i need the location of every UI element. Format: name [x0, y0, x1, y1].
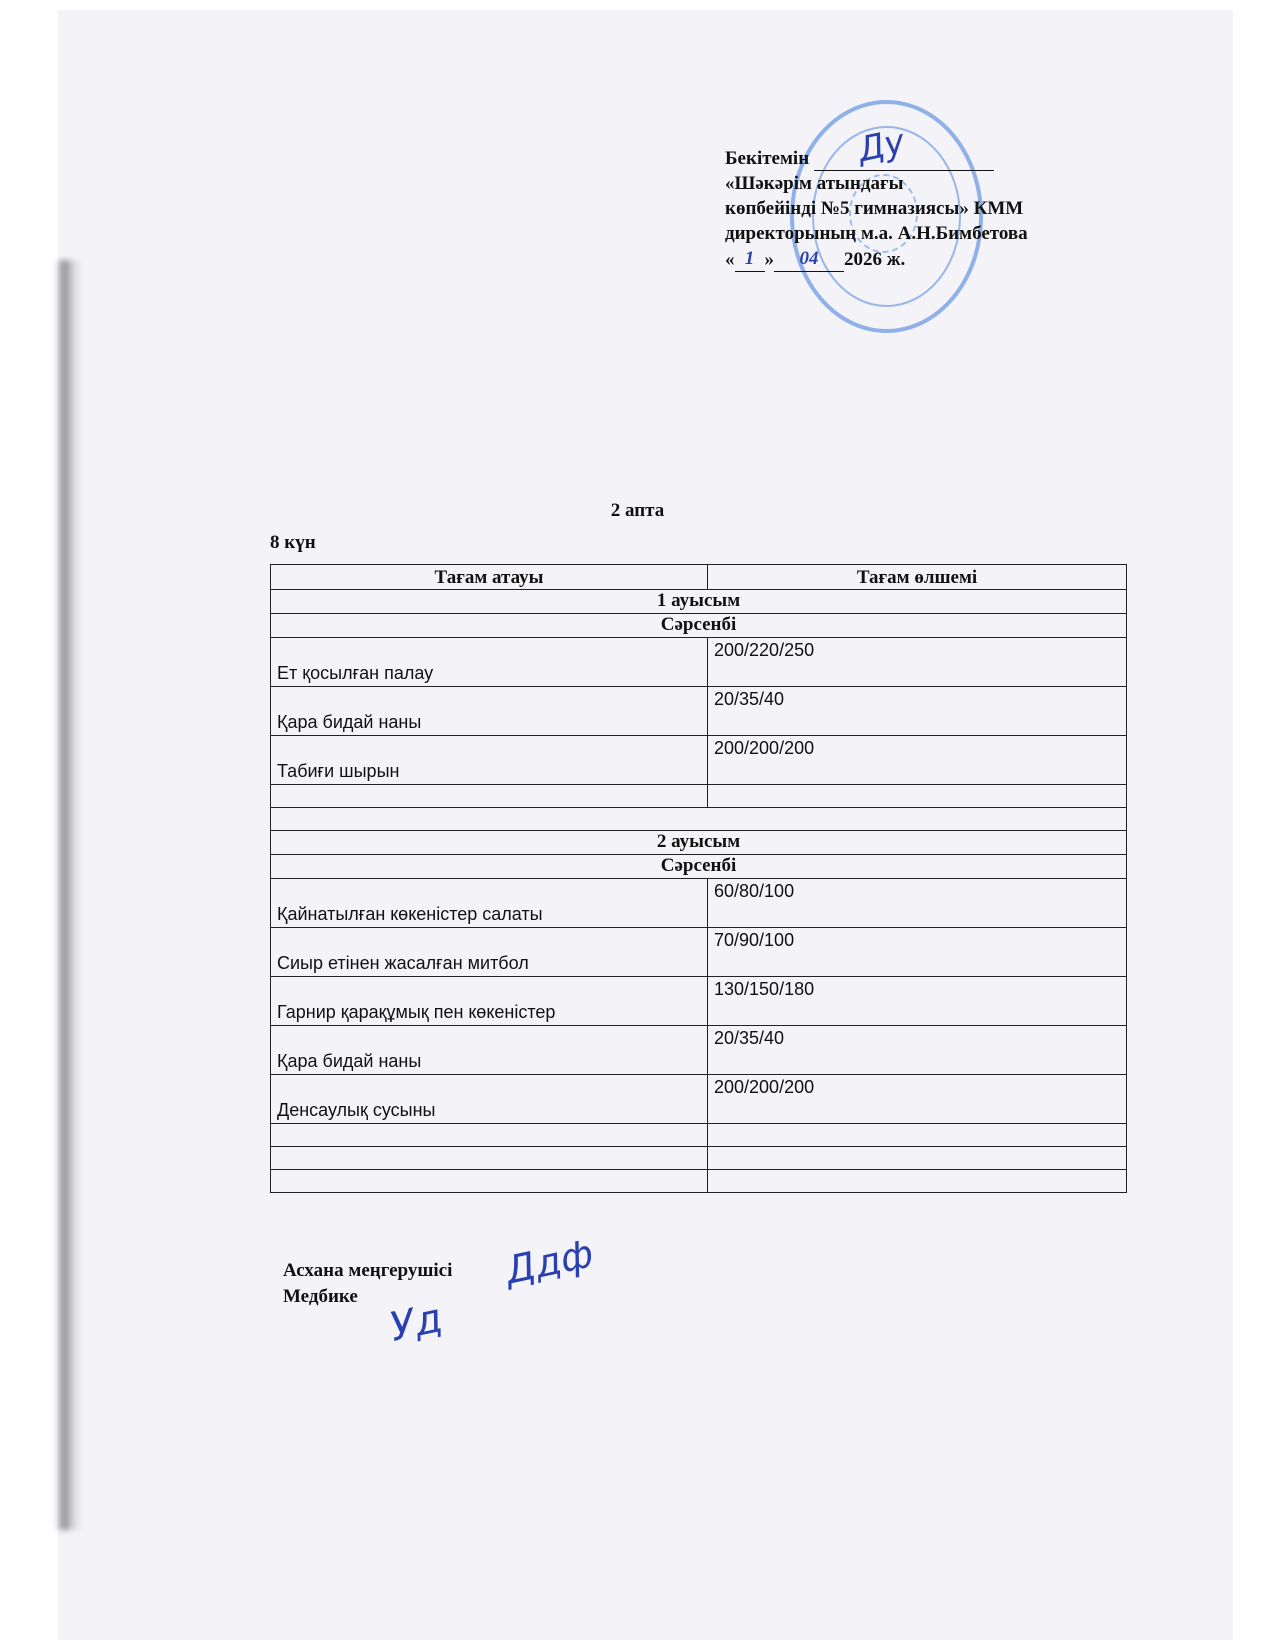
dish-name: Табиғи шырын [271, 736, 708, 785]
approval-title: Бекітемін [725, 148, 810, 169]
section-weekday-row [271, 614, 1127, 638]
approval-school-line1: «Шәкәрім атындағы [725, 173, 904, 194]
dish-size: 200/200/200 [708, 1075, 1127, 1124]
dish-name: Денсаулық сусыны [271, 1075, 708, 1124]
section-shift-row [271, 831, 1127, 855]
section-shift-row [271, 590, 1127, 614]
approval-block [725, 146, 1105, 272]
shift-label: 2 ауысым [271, 831, 1127, 855]
empty-row [271, 808, 1127, 831]
empty-row [271, 1170, 1127, 1193]
empty-row [271, 1124, 1127, 1147]
dish-size: 130/150/180 [708, 977, 1127, 1026]
table-row [271, 928, 1127, 977]
dish-name: Қара бидай наны [271, 687, 708, 736]
dish-size: 60/80/100 [708, 879, 1127, 928]
table-row [271, 1026, 1127, 1075]
canteen-head-signature: Ддф [501, 1231, 598, 1293]
dish-size: 200/200/200 [708, 736, 1127, 785]
empty-row [271, 785, 1127, 808]
header-dish-size: Тағам өлшемі [708, 565, 1127, 590]
table-row [271, 1075, 1127, 1124]
menu-table [270, 564, 1127, 1193]
dish-name: Ет қосылған палау [271, 638, 708, 687]
table-row [271, 638, 1127, 687]
scan-artifact [55, 260, 83, 1530]
dish-name: Гарнир қарақұмық пен көкеністер [271, 977, 708, 1026]
table-row [271, 736, 1127, 785]
nurse-label: Медбике [283, 1286, 358, 1307]
dish-name: Сиыр етінен жасалған митбол [271, 928, 708, 977]
dish-name: Қара бидай наны [271, 1026, 708, 1075]
canteen-head-label: Асхана меңгерушісі [283, 1260, 453, 1281]
dish-size: 200/220/250 [708, 638, 1127, 687]
week-title: 2 апта [610, 500, 665, 521]
approval-date: « 1 » 04 2026 ж. [725, 248, 906, 270]
approval-date-day: 1 [735, 246, 765, 272]
empty-row [271, 1147, 1127, 1170]
dish-size: 70/90/100 [708, 928, 1127, 977]
header-dish-name: Тағам атауы [271, 565, 708, 590]
approval-date-year: 2026 ж. [844, 249, 906, 270]
director-signature: Ду [854, 121, 909, 171]
table-row [271, 687, 1127, 736]
shift-label: 1 ауысым [271, 590, 1127, 614]
dish-size: 20/35/40 [708, 1026, 1127, 1075]
approval-date-month: 04 [774, 246, 844, 272]
dish-name: Қайнатылған көкеністер салаты [271, 879, 708, 928]
weekday-label: Сәрсенбі [271, 614, 1127, 638]
approval-school-line2: көпбейінді №5 гимназиясы» КММ [725, 198, 1024, 219]
day-label: 8 күн [270, 532, 316, 553]
weekday-label: Сәрсенбі [271, 855, 1127, 879]
table-row [271, 977, 1127, 1026]
approval-director: директорының м.а. А.Н.Бимбетова [725, 223, 1028, 244]
dish-size: 20/35/40 [708, 687, 1127, 736]
nurse-signature: Уд [385, 1295, 447, 1351]
section-weekday-row [271, 855, 1127, 879]
table-header-row [271, 565, 1127, 590]
table-row [271, 879, 1127, 928]
